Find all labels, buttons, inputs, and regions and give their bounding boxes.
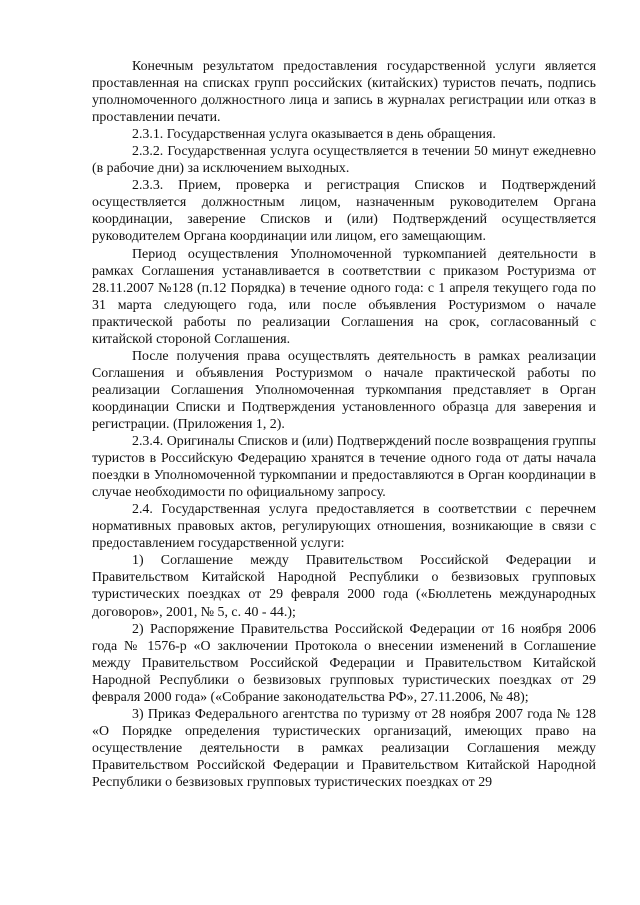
paragraph-2-4: 2.4. Государственная услуга предоставляется в соответствии с перечнем нормативных правовых актов, регулирующих отношения, возникающие в связи с предоставлением государственной услуги: (92, 502, 596, 552)
paragraph-2-3-3: 2.3.3. Прием, проверка и регистрация Списков и Подтверждений осуществляется должностным лицом, назначенным руководителем Органа координации, заверение Списков и (или) Подтверждений осуществляется руководителем Органа координации или лицом, его замещающим. (92, 178, 596, 245)
paragraph-2-3-4: 2.3.4. Оригиналы Списков и (или) Подтверждений после возвращения группы туристов в Российскую Федерацию хранятся в течение одного года от даты начала поездки в Уполномоченной туркомпании и предоставляются в Орган координации в случае необходимости по официальному запросу. (92, 434, 596, 501)
paragraph-2-3-1: 2.3.1. Государственная услуга оказывается в день обращения. (132, 127, 496, 143)
paragraph-period: Период осуществления Уполномоченной туркомпанией деятельности в рамках Соглашения устанавливается в соответствии с приказом Ростуризма от 28.11.2007 №128 (п.12 Порядка) в течение одного года: с 1 апреля текущего года по 31 марта следующего года, или после объявления Ростуризмом о начале практической работы по реализации Соглашения на срок, согласованный с китайской стороной Соглашения. (92, 246, 596, 347)
paragraph-2-3-2: 2.3.2. Государственная услуга осуществляется в течении 50 минут ежедневно (в рабочие дни) за исключением выходных. (92, 144, 596, 177)
list-item-3: 3) Приказ Федерального агентства по туризму от 28 ноября 2007 года № 128 «О Порядке определения туристических организаций, имеющих право на осуществление деятельности в рамках реализации Соглашения между Правительством Российской Федерации и Правительством Китайской Народной Республики о безвизовых групповых туристических поездках от 29 (92, 706, 596, 790)
list-item-2: 2) Распоряжение Правительства Российской Федерации от 16 ноября 2006 года № 1576-р «О заключении Протокола о внесении изменений в Соглашение между Правительством Российской Федерации и Правительством Китайской Народной Республики о безвизовых групповых туристических поездках от 29 февраля 2000 года» («Собрание законодательства РФ», 27.11.2006, № 48); (92, 621, 596, 705)
list-item-1: 1) Соглашение между Правительством Российской Федерации и Правительством Китайской Народной Республики о безвизовых групповых туристических поездках от 29 февраля 2000 года («Бюллетень международных договоров», 2001, № 5, с. 40 - 44.); (92, 553, 596, 620)
paragraph-result: Конечным результатом предоставления государственной услуги является проставленная на списках групп российских (китайских) туристов печать, подпись уполномоченного должностного лица и запись в журналах регистрации или отказ в проставлении печати. (92, 59, 596, 126)
paragraph-after-right: После получения права осуществлять деятельность в рамках реализации Соглашения и объявления Ростуризмом о начале практической работы по реализации Соглашения Уполномоченная туркомпания представляет в Орган координации Списки и Подтверждения установленного образца для заверения и регистрации. (Приложения 1, 2). (92, 348, 596, 432)
